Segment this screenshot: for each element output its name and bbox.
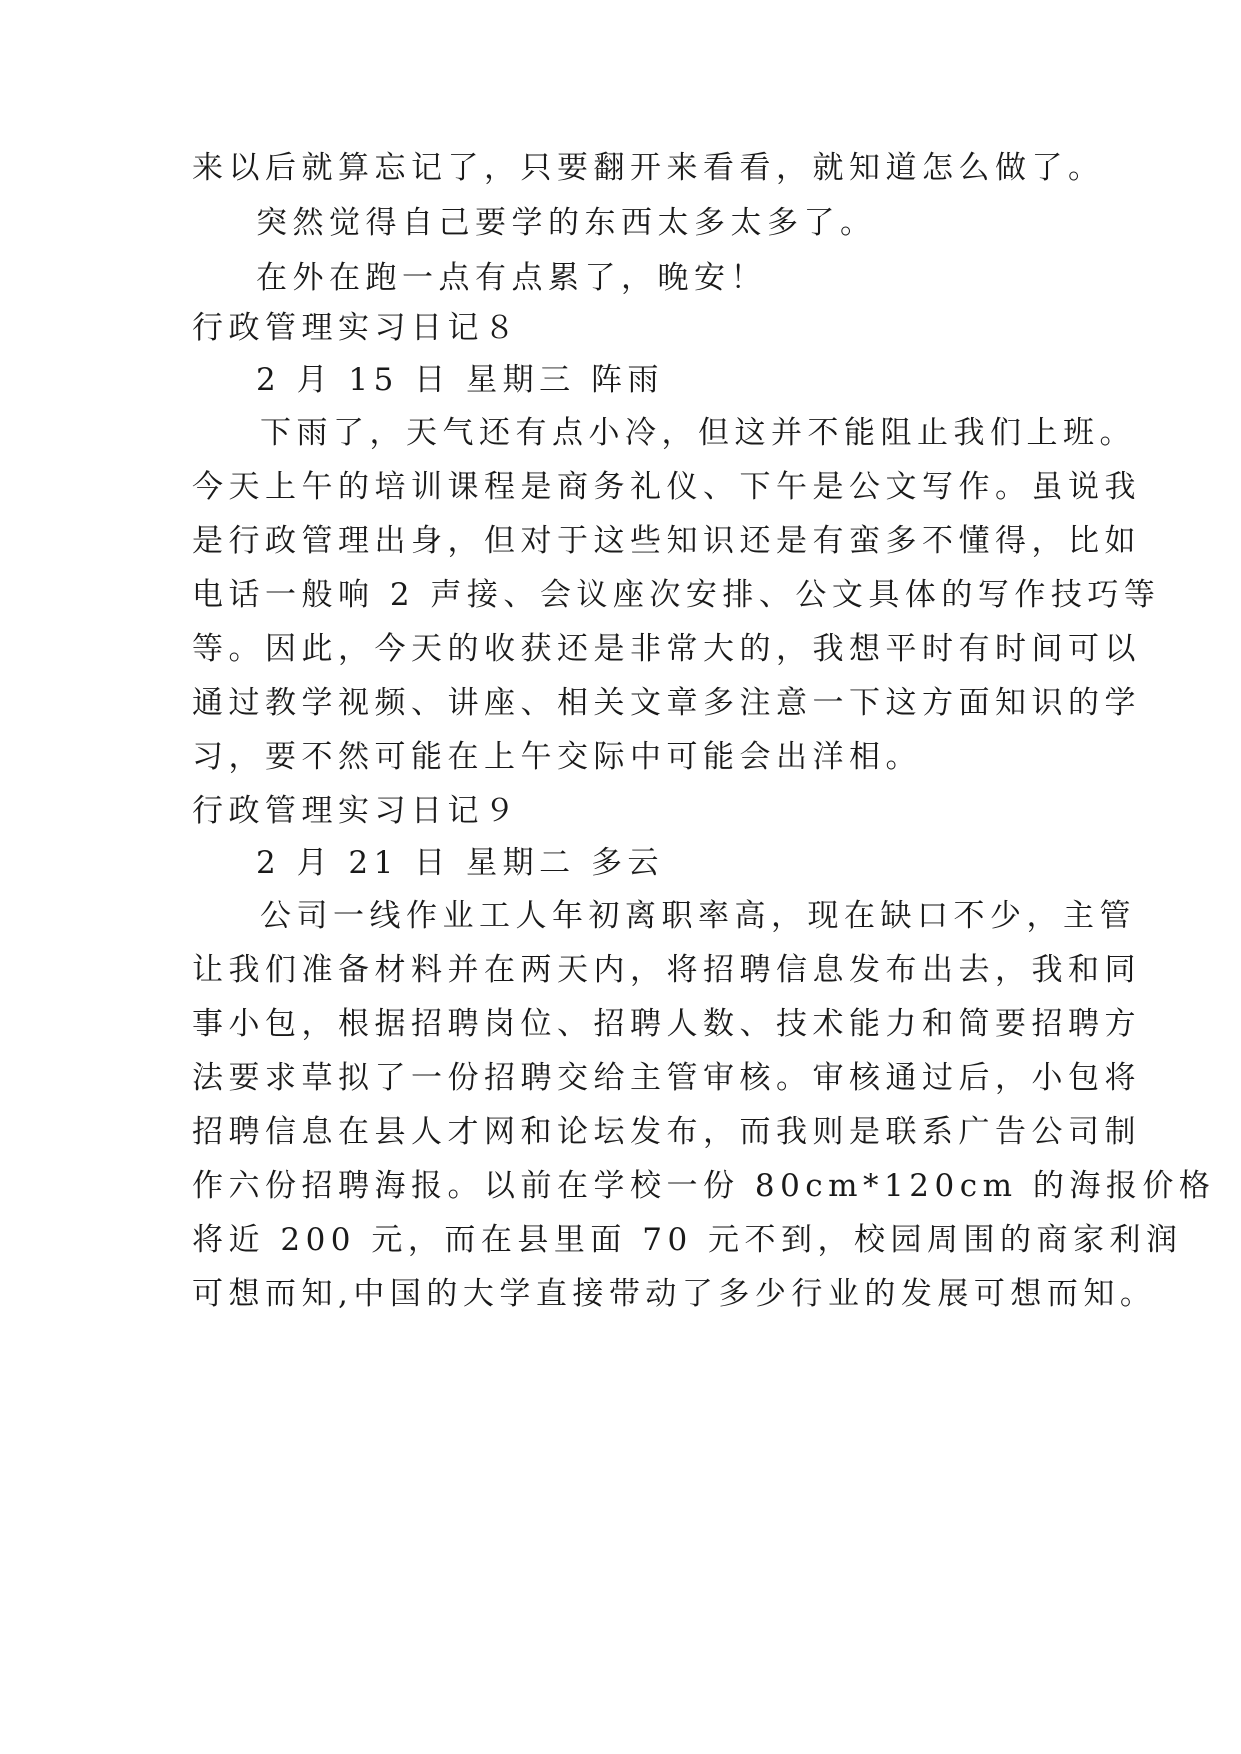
paragraph: 突然觉得自己要学的东西太多太多了。 bbox=[256, 205, 877, 241]
paragraph-line: 等。因此，今天的收获还是非常大的，我想平时有时间可以 bbox=[192, 631, 1141, 667]
diary-date-9: 2 月 21 日 星期二 多云 bbox=[256, 845, 664, 881]
paragraph-line: 是行政管理出身，但对于这些知识还是有蛮多不懂得，比如 bbox=[192, 523, 1141, 559]
paragraph-line: 可想而知,中国的大学直接带动了多少行业的发展可想而知。 bbox=[192, 1276, 1157, 1312]
paragraph-line: 将近 200 元，而在县里面 70 元不到，校园周围的商家利润 bbox=[192, 1222, 1183, 1258]
diary-heading-9: 行政管理实习日记９ bbox=[192, 793, 521, 829]
paragraph: 下雨了，天气还有点小冷，但这并不能阻止我们上班。 bbox=[260, 415, 1136, 451]
paragraph: 公司一线作业工人年初离职率高，现在缺口不少，主管 bbox=[260, 898, 1136, 934]
paragraph-line: 电话一般响 2 声接、会议座次安排、公文具体的写作技巧等 bbox=[192, 577, 1161, 613]
diary-heading-8: 行政管理实习日记８ bbox=[192, 310, 521, 346]
paragraph-line: 今天上午的培训课程是商务礼仪、下午是公文写作。虽说我 bbox=[192, 469, 1141, 505]
paragraph-line: 习，要不然可能在上午交际中可能会出洋相。 bbox=[192, 739, 922, 775]
paragraph-line: 招聘信息在县人才网和论坛发布，而我则是联系广告公司制 bbox=[192, 1114, 1141, 1150]
paragraph-line: 法要求草拟了一份招聘交给主管审核。审核通过后，小包将 bbox=[192, 1060, 1141, 1096]
diary-date-8: 2 月 15 日 星期三 阵雨 bbox=[256, 362, 664, 398]
paragraph-line: 事小包，根据招聘岗位、招聘人数、技术能力和简要招聘方 bbox=[192, 1006, 1141, 1042]
paragraph: 在外在跑一点有点累了，晚安！ bbox=[256, 260, 767, 296]
paragraph-line: 通过教学视频、讲座、相关文章多注意一下这方面知识的学 bbox=[192, 685, 1141, 721]
paragraph-line: 作六份招聘海报。以前在学校一份 80cm*120cm 的海报价格 bbox=[192, 1168, 1216, 1204]
paragraph-continuation: 来以后就算忘记了，只要翻开来看看，就知道怎么做了。 bbox=[192, 150, 1105, 186]
paragraph-line: 让我们准备材料并在两天内，将招聘信息发布出去，我和同 bbox=[192, 952, 1141, 988]
